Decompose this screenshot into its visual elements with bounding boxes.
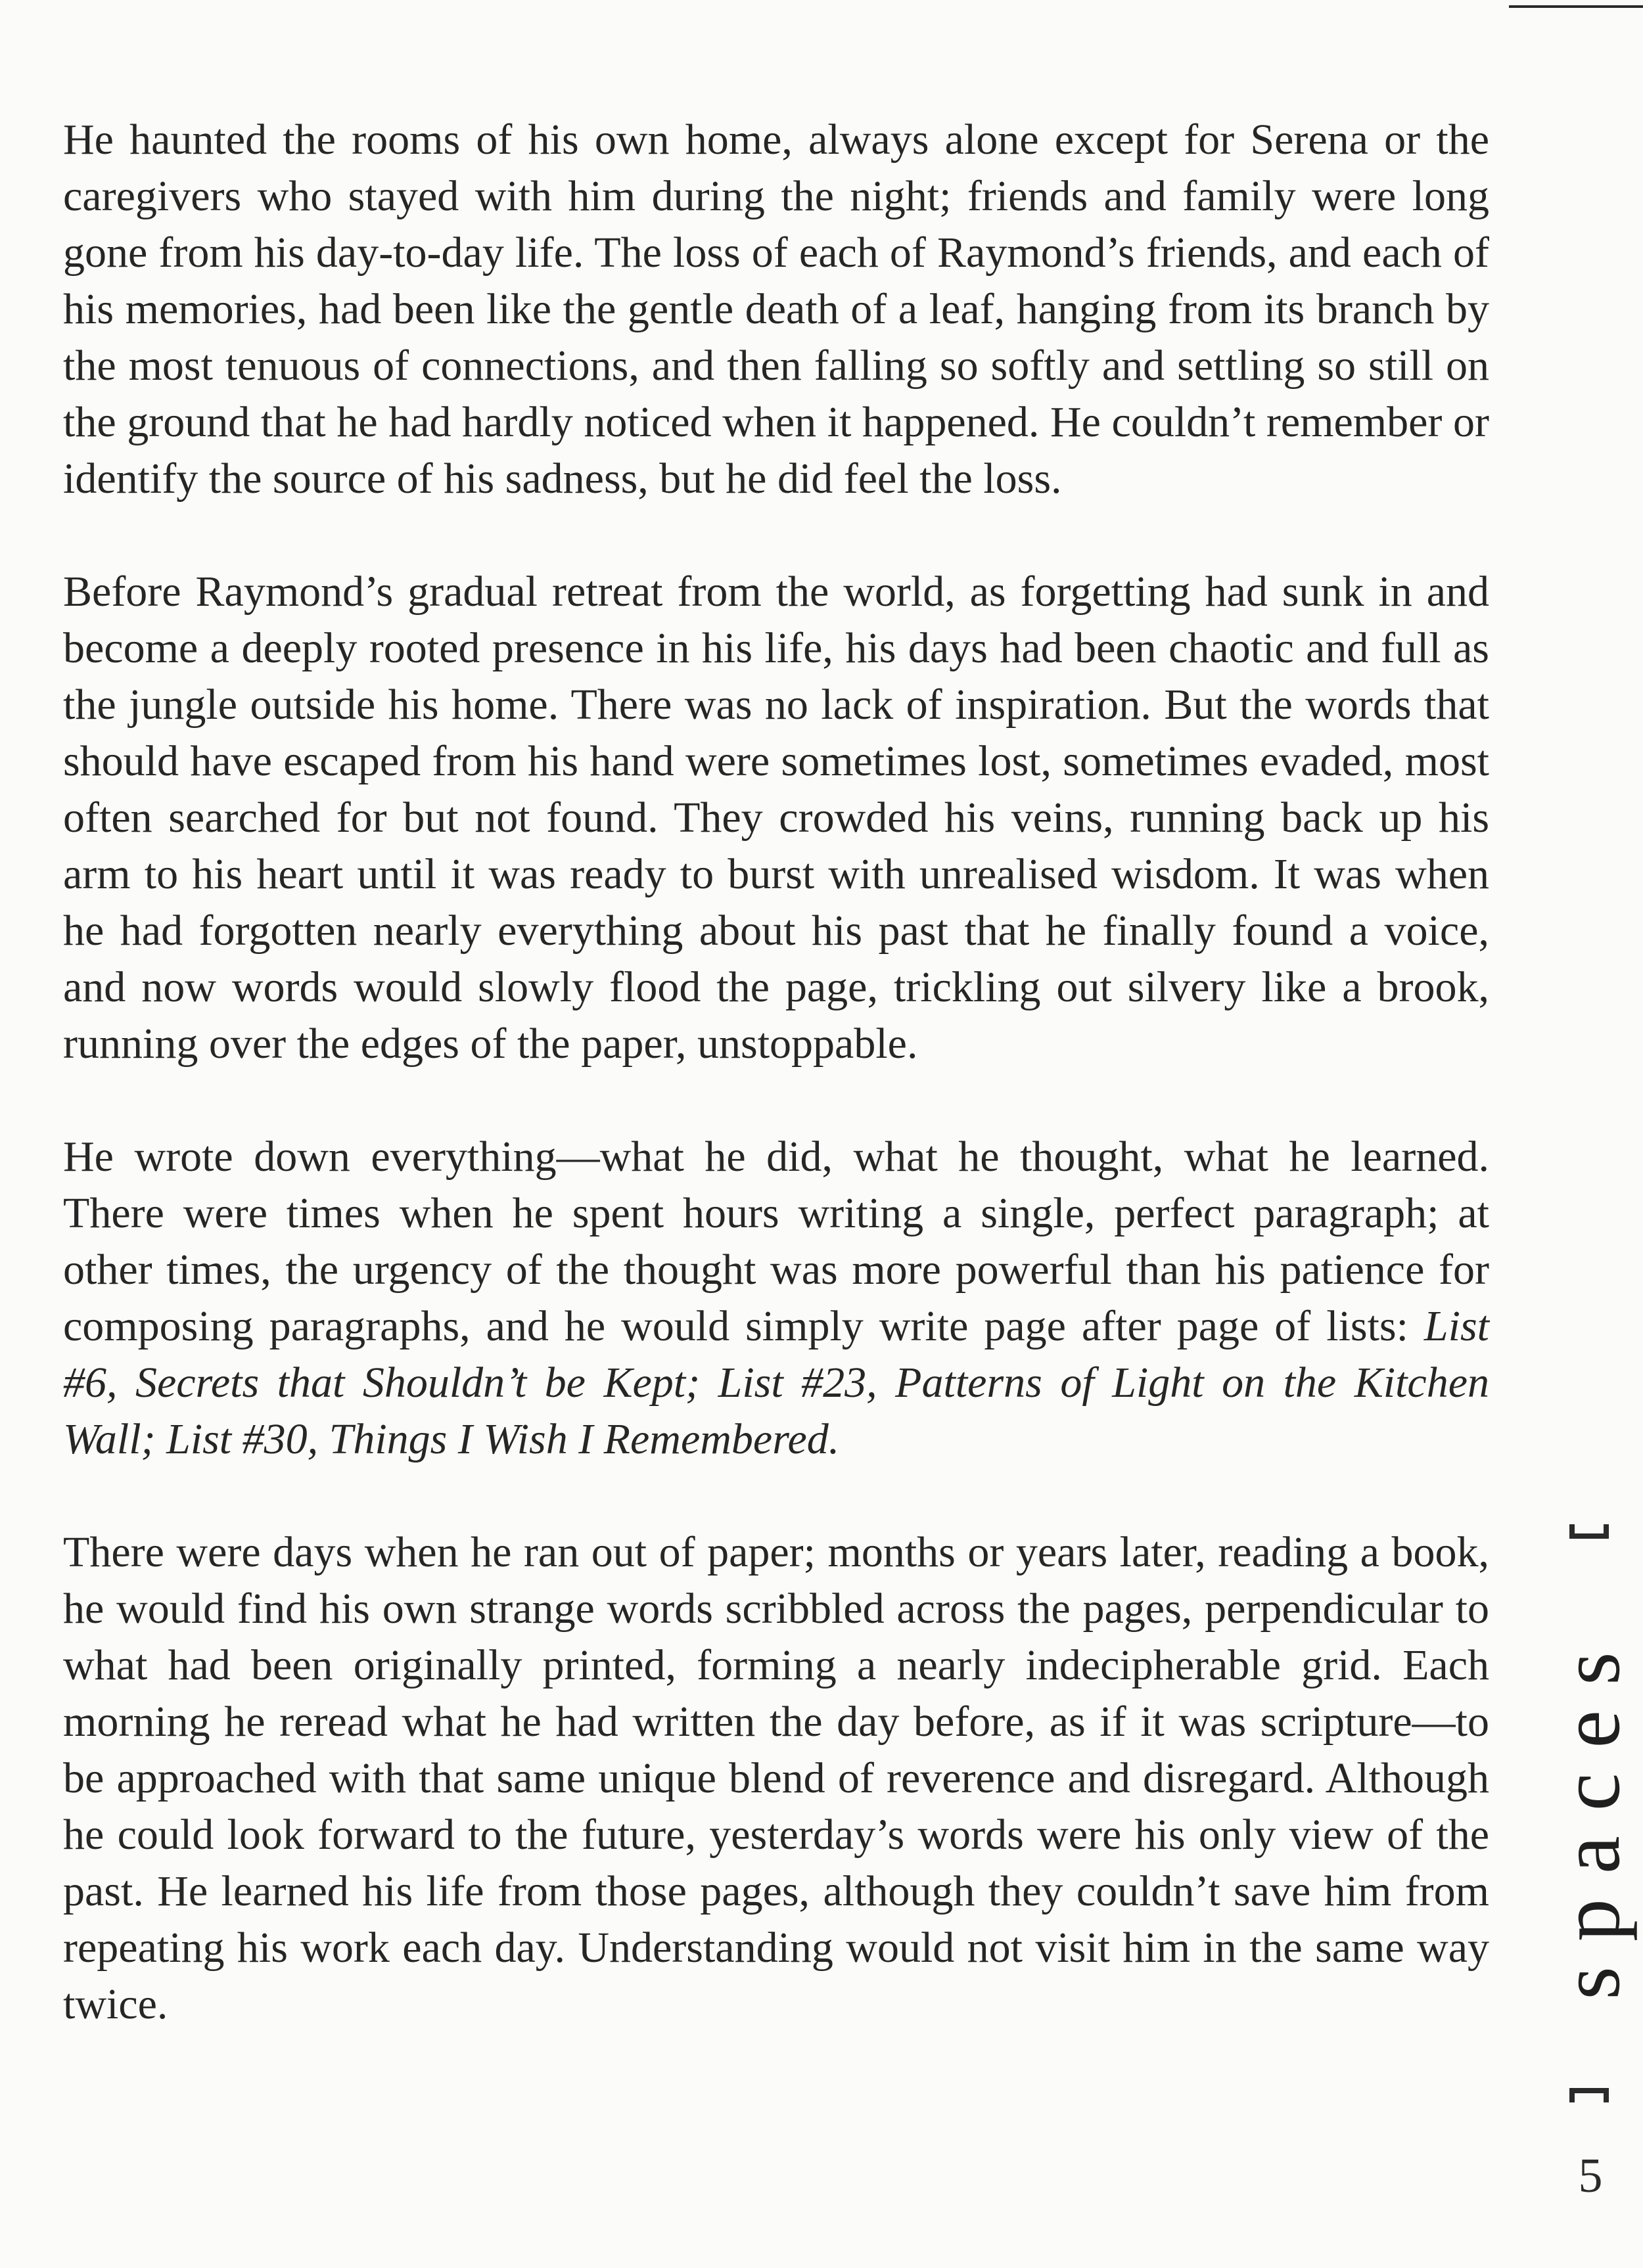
paragraph-1: He haunted the rooms of his own home, always alone except for Serena or the caregivers who stayed with him during the night; friends and family were long gone from his day-to-day life. The loss of each of Raymond’s friends, and each of his memories, had been like the gentle death of a leaf, hanging from its branch by the most tenuous of connections, and then falling so softly and settling so still on the ground that he had hardly noticed when it happened. He couldn’t remember or identify the source of his sadness, but he did feel the loss. — [63, 116, 1489, 503]
paragraph-3 — [63, 1129, 1489, 1468]
paragraph-3-text: He wrote down everything—what he did, what he thought, what he learned. There were times when he spent hours writing a single, perfect paragraph; at other times, the urgency of the thought was more powerful than his patience for composing paragraphs, and he would simply write page after page of lists: — [63, 1133, 1489, 1350]
top-rule — [1509, 5, 1643, 8]
section-tab — [1543, 1524, 1638, 2102]
page-body-text — [63, 112, 1489, 2033]
lists-italic-text: List #6, Secrets that Shouldn’t be Kept; List #23, Patterns of Light on the Kitchen Wall; List #30, Things I Wish I Remembered. — [63, 1302, 1489, 1463]
bracket-bottom — [1569, 2088, 1609, 2102]
bracket-top — [1569, 1524, 1609, 1539]
section-label: spaces — [1543, 1627, 1638, 2000]
paragraph-4: There were days when he ran out of paper; months or years later, reading a book, he would find his own strange words scribbled across the pages, perpendicular to what had been originally printed, forming a nearly indecipherable grid. Each morning he reread what he had written the day before, as if it was scripture—to be approached with that same unique blend of reverence and disregard. Although he could look forward to the future, yesterday’s words were his only view of the past. He learned his life from those pages, although they couldn’t save him from repeating his work each day. Understanding would not visit him in the same way twice. — [63, 1528, 1489, 2028]
paragraph-2: Before Raymond’s gradual retreat from the world, as forgetting had sunk in and become a deeply rooted presence in his life, his days had been chaotic and full as the jungle outside his home. There was no lack of inspiration. But the words that should have escaped from his hand were sometimes lost, sometimes evaded, most often searched for but not found. They crowded his veins, running back up his arm to his heart until it was ready to burst with unrealised wisdom. It was when he had forgotten nearly everything about his past that he finally found a voice, and now words would slowly flood the page, trickling out silvery like a brook, running over the edges of the paper, unstoppable. — [63, 568, 1489, 1068]
page-number: 5 — [1578, 2149, 1603, 2203]
